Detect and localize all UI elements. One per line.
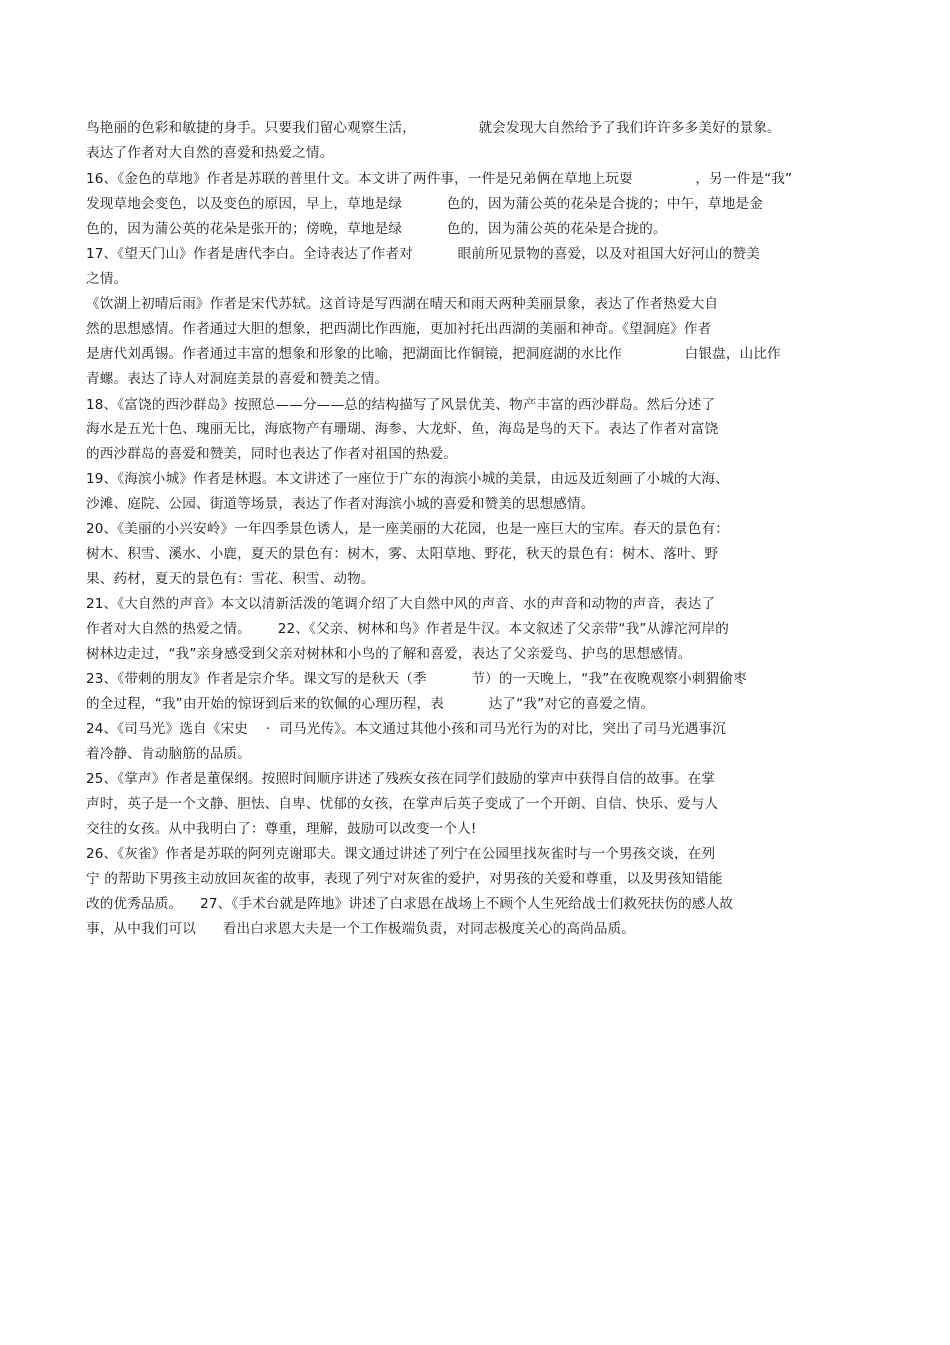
text-line: 树林边走过，“我”亲身感受到父亲对树林和小鸟的了解和喜爱，表达了父亲爱鸟、护鸟的思想感情。 — [86, 646, 692, 662]
text-line: 之情。 — [86, 271, 128, 287]
text-line: 表达了作者对大自然的喜爱和热爱之情。 — [86, 145, 334, 161]
text-line: 的西沙群岛的喜爱和赞美，同时也表达了作者对祖国的热爱。 — [86, 446, 458, 462]
text-line: 21、《大自然的声音》本文以清新活泼的笔调介绍了大自然中风的声音、水的声音和动物的声音，表达了 — [86, 596, 716, 612]
text-line: 交往的女孩。从中我明白了：尊重，理解，鼓励可以改变一个人! — [86, 821, 477, 837]
text-line: 19、《海滨小城》作者是林遐。本文讲述了一座位于广东的海滨小城的美景，由远及近刻画了小城的大海、 — [86, 471, 730, 487]
text-line: 17、《望天门山》作者是唐代李白。全诗表达了作者对 眼前所见景物的喜爱，以及对祖国大好河山的赞美 — [86, 246, 760, 262]
text-line: 声时，英子是一个文静、胆怯、自卑、忧郁的女孩，在掌声后英子变成了一个开朗、自信、快乐、爱与人 — [86, 796, 719, 812]
text-line: 沙滩、庭院、公园、街道等场景，表达了作者对海滨小城的喜爱和赞美的思想感情。 — [86, 496, 595, 512]
text-line: 20、《美丽的小兴安岭》一年四季景色诱人，是一座美丽的大花园，也是一座巨大的宝库。春天的景色有： — [86, 521, 730, 537]
text-line: 的全过程，“我”由开始的惊讶到后来的钦佩的心理历程，表 达了“我”对它的喜爱之情。 — [86, 696, 655, 712]
text-line: 发现草地会变色，以及变色的原因，早上，草地是绿 色的，因为蒲公英的花朵是合拢的；中午，草地是金 — [86, 196, 763, 212]
text-line: 海水是五光十色、瑰丽无比，海底物产有珊瑚、海参、大龙虾、鱼，海岛是鸟的天下。表达了作者对富饶 — [86, 421, 719, 437]
text-line: 24、《司马光》选自《宋史 · 司马光传》。本文通过其他小孩和司马光行为的对比，突出了司马光遇事沉 — [86, 721, 727, 737]
text-line: 青螺。表达了诗人对洞庭美景的喜爱和赞美之情。 — [86, 371, 389, 387]
text-line: 是唐代刘禹锡。作者通过丰富的想象和形象的比喻，把湖面比作铜镜，把洞庭湖的水比作 白银盘，山比作 — [86, 346, 781, 362]
text-line: 16、《金色的草地》作者是苏联的普里什文。本文讲了两件事，一件是兄弟俩在草地上玩耍 ，另一件是“我” — [86, 171, 793, 187]
text-line: 25、《掌声》作者是董保纲。按照时间顺序讲述了残疾女孩在同学们鼓励的掌声中获得自信的故事。在掌 — [86, 771, 716, 787]
text-line: 鸟艳丽的色彩和敏捷的身手。只要我们留心观察生活， 就会发现大自然给予了我们许许多多美好的景象。 — [86, 120, 781, 136]
text-line: 果、药材，夏天的景色有：雪花、积雪、动物。 — [86, 571, 375, 587]
text-line: 作者对大自然的热爱之情。 22、《父亲、树林和鸟》作者是牛汉。本文叙述了父亲带“我”从滹沱河岸的 — [86, 621, 729, 637]
text-line: 然的思想感情。作者通过大胆的想象，把西湖比作西施，更加衬托出西湖的美丽和神奇。《望洞庭》作者 — [86, 321, 712, 337]
text-line: 18、《富饶的西沙群岛》按照总——分——总的结构描写了风景优美、物产丰富的西沙群岛。然后分述了 — [86, 397, 716, 413]
text-line: 树木、积雪、溪水、小鹿，夏天的景色有：树木，雾、太阳草地、野花，秋天的景色有：树木、落叶、野 — [86, 546, 719, 562]
text-line: 色的，因为蒲公英的花朵是张开的；傍晚，草地是绿 色的，因为蒲公英的花朵是合拢的。 — [86, 221, 667, 237]
text-line: 23、《带刺的朋友》作者是宗介华。课文写的是秋天（季 节）的一天晚上，“我”在夜晚观察小刺猬偷枣 — [86, 671, 747, 687]
text-line: 《饮湖上初晴后雨》作者是宋代苏轼。这首诗是写西湖在晴天和雨天两种美丽景象，表达了作者热爱大自 — [86, 296, 719, 312]
text-line: 事，从中我们可以 看出白求恩大夫是一个工作极端负责，对同志极度关心的高尚品质。 — [86, 921, 636, 937]
text-line: 着冷静、肯动脑筋的品质。 — [86, 746, 251, 762]
text-line: 改的优秀品质。 27、《手术台就是阵地》讲述了白求恩在战场上不顾个人生死给战士们救死扶伤的感人故 — [86, 896, 734, 912]
text-line: 宁 的帮助下男孩主动放回灰雀的故事，表现了列宁对灰雀的爱护，对男孩的关爱和尊重，以及男孩知错能 — [86, 871, 723, 887]
text-line: 26、《灰雀》作者是苏联的阿列克谢耶夫。课文通过讲述了列宁在公园里找灰雀时与一个男孩交谈，在列 — [86, 846, 716, 862]
